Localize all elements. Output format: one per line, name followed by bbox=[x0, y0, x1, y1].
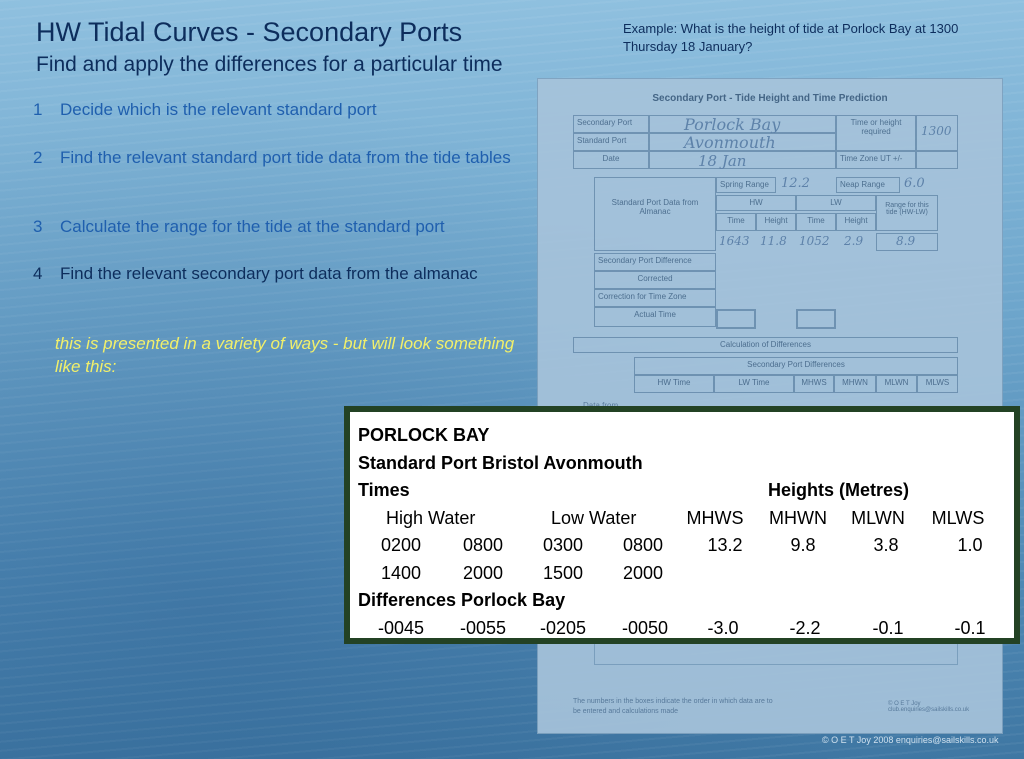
example-question: Example: What is the height of tide at Porlock Bay at 1300 Thursday 18 January? bbox=[623, 21, 959, 54]
step-text: Decide which is the relevant standard port bbox=[60, 100, 377, 119]
note-text: this is presented in a variety of ways - but will look something like this: bbox=[55, 334, 515, 376]
form-header: Secondary Port - Tide Height and Time Prediction bbox=[652, 93, 888, 104]
col-mhwn: MHWN bbox=[834, 375, 876, 393]
hw-label: HW bbox=[716, 195, 796, 211]
time-zone-label: Time Zone UT +/- bbox=[836, 151, 916, 169]
time-required-value: 1300 bbox=[921, 124, 952, 138]
hw-time-value: 1643 bbox=[719, 234, 750, 248]
time-zone-field bbox=[916, 151, 958, 169]
spring-range-value: 12.2 bbox=[781, 176, 810, 191]
table-cell: 0200 bbox=[380, 535, 422, 555]
col-mlwn: MLWN bbox=[876, 375, 917, 393]
table-times-label: Times bbox=[358, 480, 410, 500]
row-secondary-port-difference: Secondary Port Difference bbox=[594, 253, 716, 271]
actual-hw-time-box bbox=[716, 309, 756, 329]
high-water-header: High Water bbox=[386, 508, 476, 528]
time-required-label: Time or height required bbox=[836, 115, 916, 151]
table-cell: 0300 bbox=[542, 535, 584, 555]
table-cell: -0.1 bbox=[872, 618, 904, 638]
hw-height-value: 11.8 bbox=[760, 234, 787, 248]
lw-height-label: Height bbox=[836, 213, 876, 231]
sec-port-differences-label: Secondary Port Differences bbox=[634, 357, 958, 375]
neap-range-label: Neap Range bbox=[836, 177, 900, 193]
lw-label: LW bbox=[796, 195, 876, 211]
almanac-data-table-body bbox=[350, 412, 1014, 638]
table-cell: -0.1 bbox=[954, 618, 986, 638]
col-hw-time: HW Time bbox=[634, 375, 714, 393]
table-cell: -3.0 bbox=[707, 618, 739, 638]
table-standard-port: Standard Port Bristol Avonmouth bbox=[358, 453, 643, 473]
spring-range-label: Spring Range bbox=[716, 177, 776, 193]
row-actual-time: Actual Time bbox=[594, 307, 716, 327]
neap-range-value: 6.0 bbox=[904, 176, 925, 191]
col-mlws: MLWS bbox=[917, 375, 958, 393]
lw-time-value: 1052 bbox=[799, 234, 830, 248]
table-cell: 9.8 bbox=[790, 535, 816, 555]
step-text: Find the relevant secondary port data from the almanac bbox=[60, 264, 478, 283]
date-label: Date bbox=[573, 151, 649, 169]
table-cell: 1400 bbox=[380, 563, 422, 583]
standard-port-value: Avonmouth bbox=[684, 133, 776, 152]
form-footer-copyright: © O E T Joy club.enquiries@sailskills.co.uk bbox=[888, 701, 970, 713]
hw-height-label: Height bbox=[756, 213, 796, 231]
step-number: 1 bbox=[33, 100, 43, 119]
mhws-header: MHWS bbox=[686, 508, 744, 528]
mhwn-header: MHWN bbox=[769, 508, 827, 528]
slide-subtitle: Find and apply the differences for a particular time bbox=[36, 53, 503, 76]
table-cell: -0205 bbox=[539, 618, 587, 638]
date-value: 18 Jan bbox=[698, 152, 747, 170]
standard-port-label: Standard Port bbox=[573, 133, 649, 151]
secondary-port-label: Secondary Port bbox=[573, 115, 649, 133]
table-cell: 0800 bbox=[622, 535, 664, 555]
calc-differences-label: Calculation of Differences bbox=[573, 337, 958, 353]
table-cell: 2000 bbox=[622, 563, 664, 583]
hw-time-label: Time bbox=[716, 213, 756, 231]
step-number: 4 bbox=[33, 264, 43, 283]
actual-lw-time-box bbox=[796, 309, 836, 329]
table-cell: 0800 bbox=[462, 535, 504, 555]
table-port-name: PORLOCK BAY bbox=[358, 425, 490, 445]
table-cell: -0050 bbox=[621, 618, 669, 638]
row-time-zone-correction: Correction for Time Zone bbox=[594, 289, 716, 307]
form-footer-note: The numbers in the boxes indicate the order in which data are to be entered and calculations made bbox=[573, 698, 773, 715]
col-lw-time: LW Time bbox=[714, 375, 794, 393]
slide-title: HW Tidal Curves - Secondary Ports bbox=[36, 17, 463, 47]
mlwn-header: MLWN bbox=[851, 508, 905, 528]
table-cell: 2000 bbox=[462, 563, 504, 583]
secondary-port-value: Porlock Bay bbox=[684, 115, 781, 134]
std-data-label: Standard Port Data from Almanac bbox=[594, 177, 716, 251]
table-heights-label: Heights (Metres) bbox=[768, 480, 910, 500]
table-cell: -0055 bbox=[459, 618, 507, 638]
range-value: 8.9 bbox=[896, 234, 916, 248]
table-cell: -0045 bbox=[377, 618, 425, 638]
copyright-notice: © O E T Joy 2008 enquiries@sailskills.co.uk bbox=[822, 735, 999, 745]
range-label: Range for this tide (HW-LW) bbox=[876, 195, 938, 231]
differences-label: Differences Porlock Bay bbox=[358, 590, 566, 610]
low-water-header: Low Water bbox=[551, 508, 637, 528]
mlws-header: MLWS bbox=[931, 508, 985, 528]
step-text: Calculate the range for the tide at the standard port bbox=[60, 217, 445, 236]
table-cell: 3.8 bbox=[873, 535, 899, 555]
step-number: 2 bbox=[33, 148, 43, 167]
table-cell: 1500 bbox=[542, 563, 584, 583]
table-cell: -2.2 bbox=[789, 618, 821, 638]
lw-height-value: 2.9 bbox=[844, 234, 864, 248]
table-cell: 13.2 bbox=[707, 535, 743, 555]
step-text: Find the relevant standard port tide data from the tide tables bbox=[60, 148, 511, 167]
step-number: 3 bbox=[33, 217, 43, 236]
almanac-data-table bbox=[344, 406, 1020, 644]
lw-time-label: Time bbox=[796, 213, 836, 231]
col-mhws: MHWS bbox=[794, 375, 834, 393]
table-cell: 1.0 bbox=[957, 535, 983, 555]
row-corrected: Corrected bbox=[594, 271, 716, 289]
